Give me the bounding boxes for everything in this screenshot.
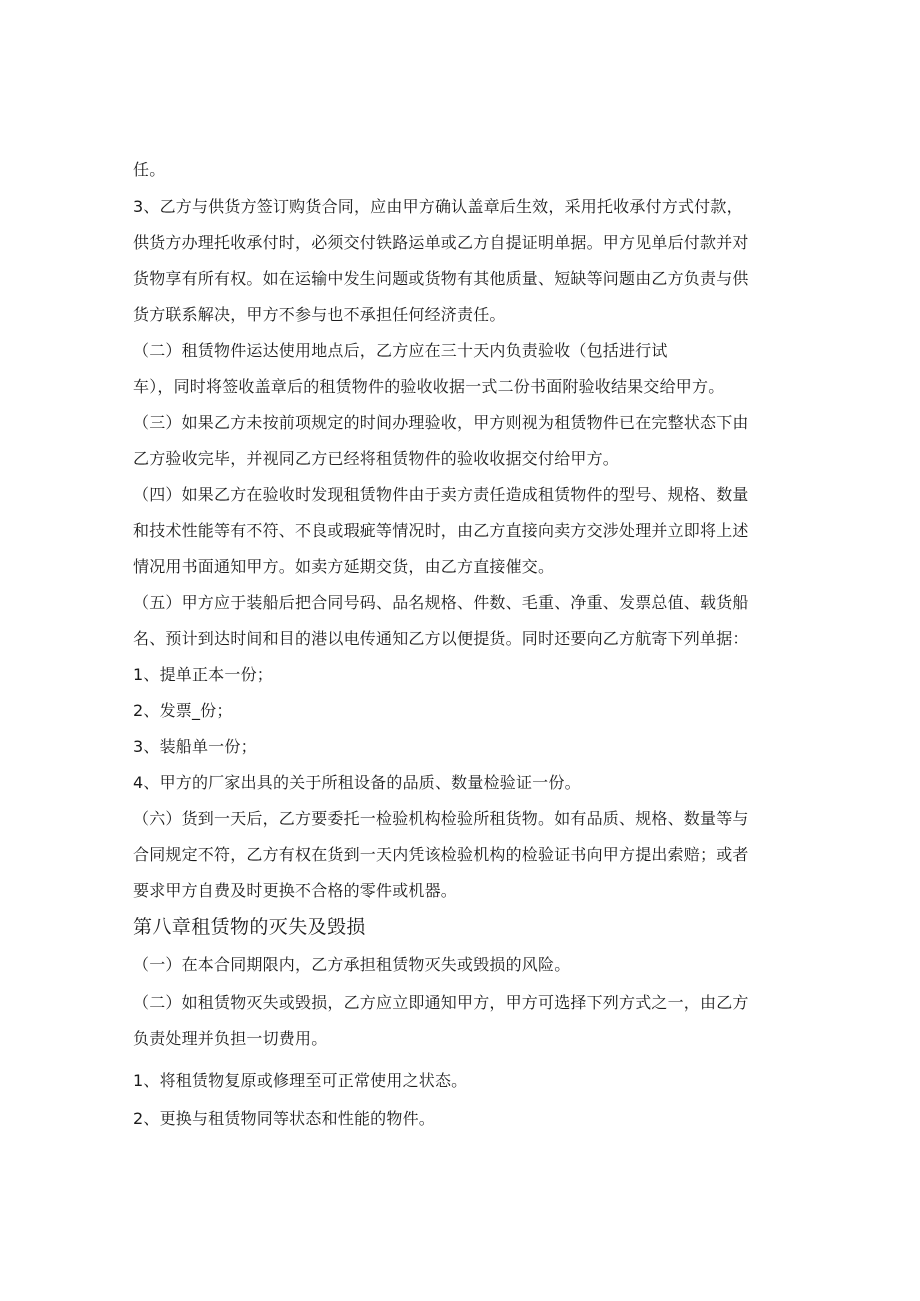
text-line: 1、提单正本一份； [133, 665, 273, 684]
chapter-heading: 第八章租赁物的灭失及毁损 [133, 916, 366, 938]
text-line: 2、发票_份； [133, 701, 233, 720]
text-line: （二）如租赁物灭失或毁损，乙方应立即通知甲方，甲方可选择下列方式之一，由乙方 [133, 993, 749, 1012]
text-line: 名、预计到达时间和目的港以电传通知乙方以便提货。同时还要向乙方航寄下列单据： [133, 629, 749, 648]
text-line: （四）如果乙方在验收时发现租赁物件由于卖方责任造成租赁物件的型号、规格、数量 [133, 485, 749, 504]
text-line: （六）货到一天后，乙方要委托一检验机构检验所租货物。如有品质、规格、数量等与 [133, 809, 749, 828]
text-line: 负责处理并负担一切费用。 [133, 1029, 328, 1048]
text-line: 1、将租赁物复原或修理至可正常使用之状态。 [133, 1071, 468, 1090]
text-line: 要求甲方自费及时更换不合格的零件或机器。 [133, 881, 458, 900]
text-line: 车），同时将签收盖章后的租赁物件的验收收据一式二份书面附验收结果交给甲方。 [133, 377, 725, 396]
text-line: 情况用书面通知甲方。如卖方延期交货，由乙方直接催交。 [133, 557, 555, 576]
text-line: 任。 [133, 160, 166, 179]
text-line: 供货方办理托收承付时，必须交付铁路运单或乙方自提证明单据。甲方见单后付款并对 [133, 233, 749, 252]
text-line: 货方联系解决，甲方不参与也不承担任何经济责任。 [133, 305, 506, 324]
text-line: 乙方验收完毕，并视同乙方已经将租赁物件的验收收据交付给甲方。 [133, 449, 620, 468]
text-line: 和技术性能等有不符、不良或瑕疵等情况时，由乙方直接向卖方交涉处理并立即将上述 [133, 521, 749, 540]
text-line: （三）如果乙方未按前项规定的时间办理验收，甲方则视为租赁物件已在完整状态下由 [133, 413, 749, 432]
text-line: 货物享有所有权。如在运输中发生问题或货物有其他质量、短缺等问题由乙方负责与供 [133, 269, 749, 288]
text-line: 3、装船单一份； [133, 737, 257, 756]
text-line: 4、甲方的厂家出具的关于所租设备的品质、数量检验证一份。 [133, 773, 581, 792]
text-line: 2、更换与租赁物同等状态和性能的物件。 [133, 1109, 435, 1128]
text-line: （一）在本合同期限内，乙方承担租赁物灭失或毁损的风险。 [133, 955, 571, 974]
text-line: （二）租赁物件运达使用地点后，乙方应在三十天内负责验收（包括进行试 [133, 341, 668, 360]
text-line: 合同规定不符，乙方有权在货到一天内凭该检验机构的检验证书向甲方提出索赔；或者 [133, 845, 749, 864]
text-line: （五）甲方应于装船后把合同号码、品名规格、件数、毛重、净重、发票总值、载货船 [133, 593, 749, 612]
text-line: 3、乙方与供货方签订购货合同，应由甲方确认盖章后生效，采用托收承付方式付款， [133, 197, 743, 216]
